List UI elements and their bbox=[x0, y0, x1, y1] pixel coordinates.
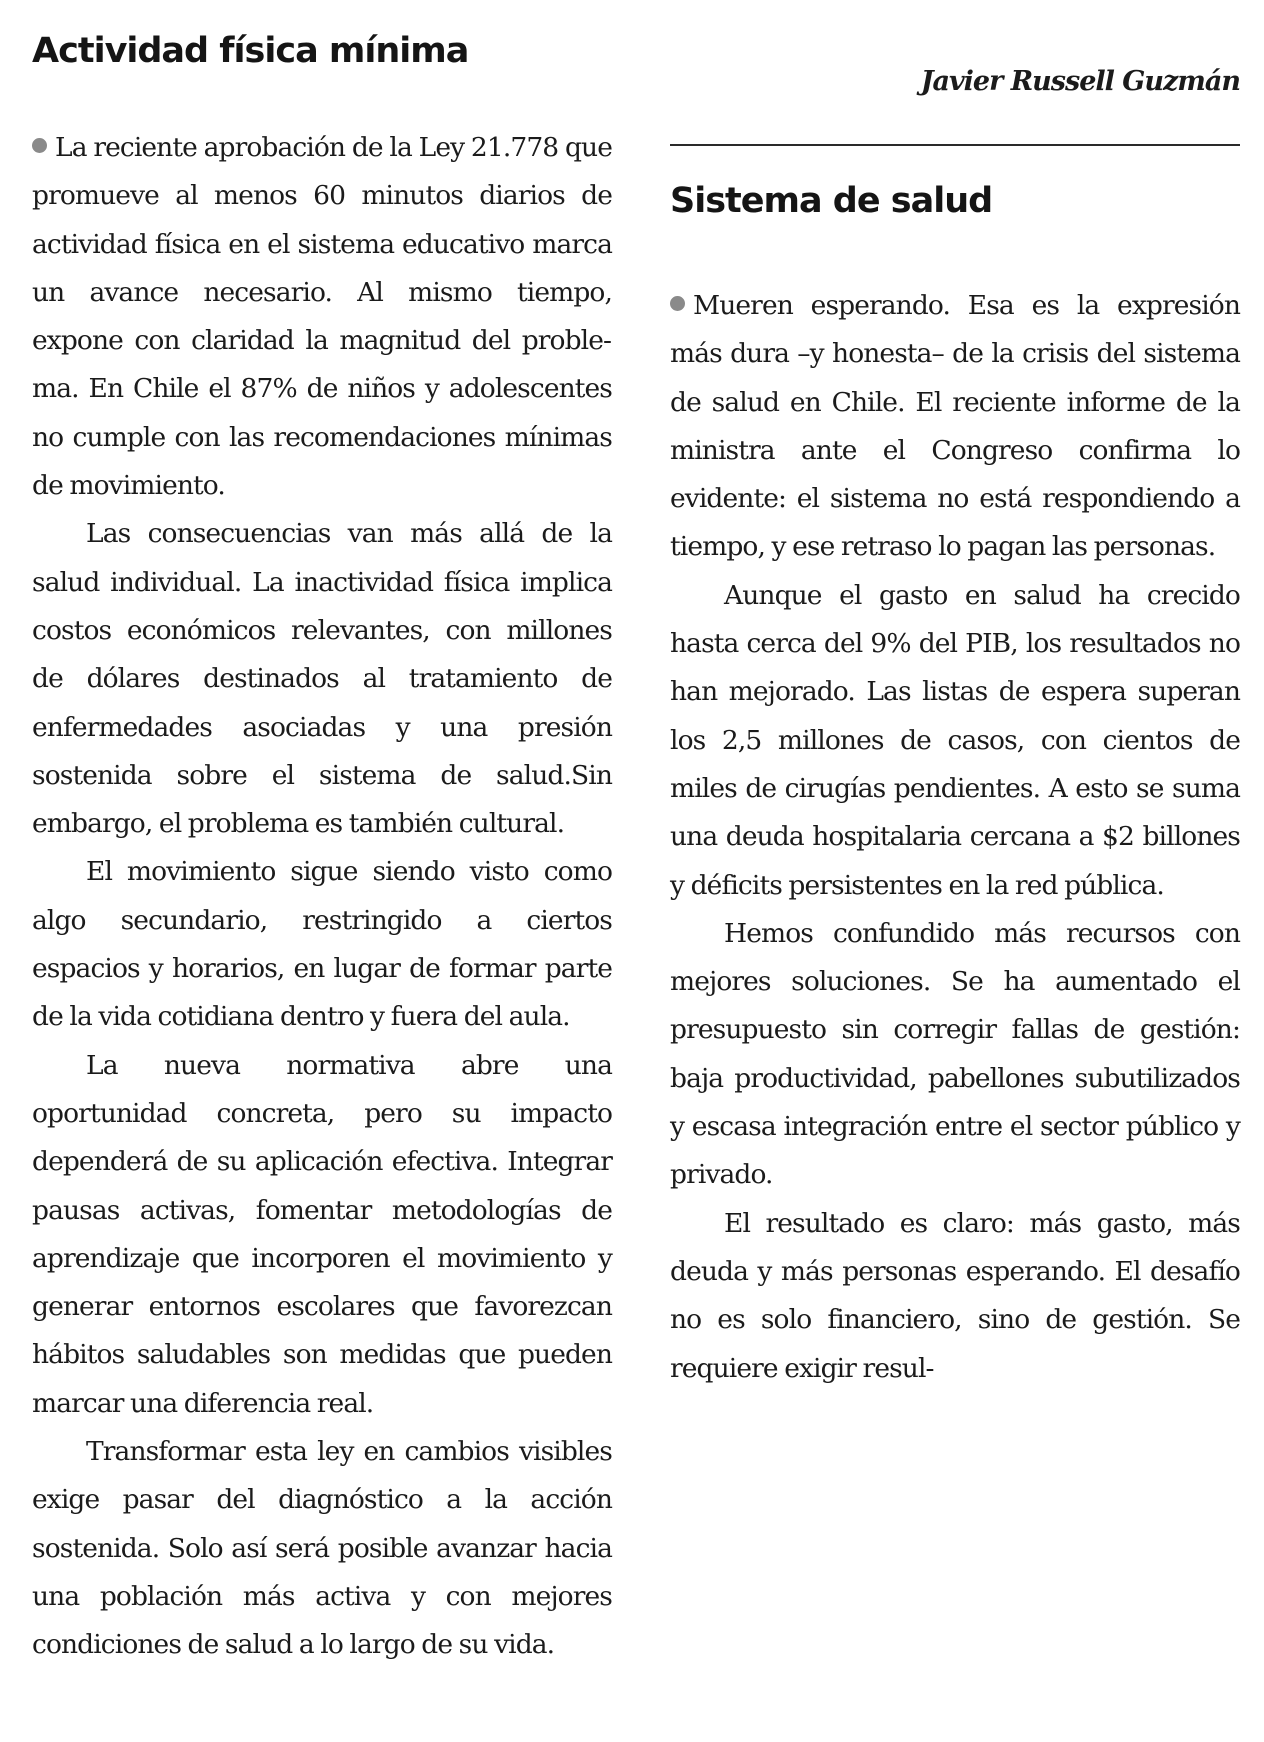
bullet-icon bbox=[32, 138, 47, 153]
letter1-paragraph-1 bbox=[32, 124, 612, 510]
letter1-paragraph-5: Transformar esta ley en cambios visibles exige pasar del diagnóstico a la acción sostenida. Solo así será posible avanzar hacia una población más activa y con mejores condiciones de salud a lo largo de su vida. bbox=[32, 1436, 612, 1661]
letter2-title: Sistema de salud bbox=[670, 181, 993, 221]
letter2-paragraph-4: El resultado es claro: más gasto, más deuda y más personas esperando. El desafío no es solo financiero, sino de gestión. Se requiere exigir resul- bbox=[670, 1207, 1240, 1384]
letter1-paragraph-3: El movimiento sigue siendo visto como algo secundario, restringido a ciertos espacios y horarios, en lugar de formar parte de la vida cotidiana dentro y fuera del aula. bbox=[32, 856, 612, 1033]
right-column bbox=[670, 22, 1240, 1742]
bullet-icon bbox=[670, 296, 685, 311]
letter1-author: Javier Russell Guzmán bbox=[920, 66, 1240, 97]
letter1-title: Actividad física mínima bbox=[32, 31, 469, 71]
letter2-paragraph-1-text: Mueren esperando. Esa es la expresión más dura –y honesta– de la crisis del sistema de salud en Chile. El reciente informe de la ministra ante el Congreso confirma lo evidente: el sistema no está respondiendo a tiempo, y ese retraso lo pagan las personas. bbox=[670, 290, 1240, 563]
letter2-paragraph-1 bbox=[670, 282, 1240, 572]
letter1-paragraph-1-text: La reciente aprobación de la Ley 21.778 que promueve al menos 60 minutos diarios de actividad física en el sistema educativo marca un avance necesario. Al mismo tiempo, expone con claridad la magnitud del problema. En Chile el 87% de niños y adolescentes no cumple con las recomendaciones mínimas de movimiento. bbox=[32, 132, 612, 502]
letter-divider bbox=[670, 144, 1240, 146]
letter1-paragraph-2: Las consecuencias van más allá de la salud individual. La inactividad física implica costos económicos relevantes, con millones de dólares destinados al tratamiento de enfermedades asociadas y una presión sostenida sobre el sistema de salud.Sin embargo, el problema es también cultural. bbox=[32, 518, 612, 840]
letter2-paragraph-2: Aunque el gasto en salud ha crecido hasta cerca del 9% del PIB, los resultados no han mejorado. Las listas de espera superan los 2,5 millones de casos, con cientos de miles de cirugías pendientes. A esto se suma una deuda hospitalaria cercana a $2 billones y déficits persistentes en la red pública. bbox=[670, 579, 1240, 901]
letter2-paragraph-3: Hemos confundido más recursos con mejores soluciones. Se ha aumentado el presupuesto sin corregir fallas de gestión: baja productividad, pabellones subutilizados y escasa integración entre el sector público y privado. bbox=[670, 917, 1240, 1191]
left-column bbox=[32, 22, 612, 1742]
letter1-paragraph-4: La nueva normativa abre una oportunidad concreta, pero su impacto dependerá de su aplicación efectiva. Integrar pausas activas, fomentar metodologías de aprendizaje que incorporen el movimiento y generar entornos escolares que favorezcan hábitos saludables son medidas que pueden marcar una diferencia real. bbox=[32, 1049, 612, 1419]
